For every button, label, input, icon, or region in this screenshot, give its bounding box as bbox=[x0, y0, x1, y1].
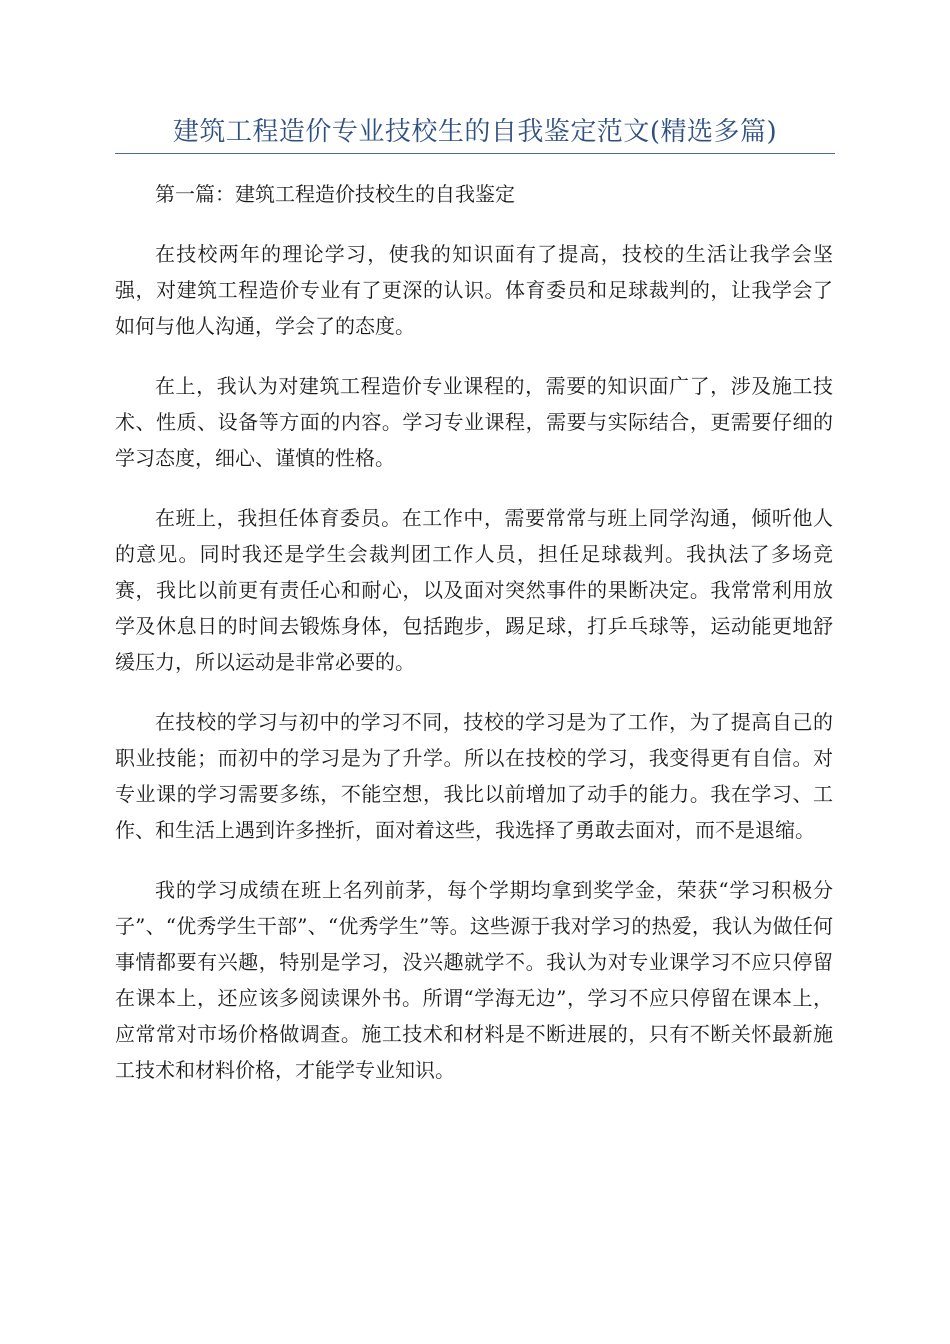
paragraph-3: 在班上，我担任体育委员。在工作中，需要常常与班上同学沟通，倾听他人的意见。同时我还是学生会裁判团工作人员，担任足球裁判。我执法了多场竞赛，我比以前更有责任心和耐心，以及面对突然事件的果断决定。我常常利用放学及休息日的时间去锻炼身体，包括跑步，踢足球，打乒乓球等，运动能更地舒缓压力，所以运动是非常必要的。 bbox=[115, 506, 833, 674]
document-body bbox=[115, 176, 833, 1112]
paragraph-2: 在上，我认为对建筑工程造价专业课程的，需要的知识面广了，涉及施工技术、性质、设备等方面的内容。学习专业课程，需要与实际结合，更需要仔细的学习态度，细心、谨慎的性格。 bbox=[115, 374, 833, 470]
section-heading: 第一篇：建筑工程造价技校生的自我鉴定 bbox=[155, 182, 515, 206]
paragraph-4: 在技校的学习与初中的学习不同，技校的学习是为了工作，为了提高自己的职业技能；而初中的学习是为了升学。所以在技校的学习，我变得更有自信。对专业课的学习需要多练，不能空想，我比以前增加了动手的能力。我在学习、工作、和生活上遇到许多挫折，面对着这些，我选择了勇敢去面对，而不是退缩。 bbox=[115, 710, 833, 842]
paragraph-5: 我的学习成绩在班上名列前茅，每个学期均拿到奖学金，荣获“学习积极分子”、“优秀学生干部”、“优秀学生”等。这些源于我对学习的热爱，我认为做任何事情都要有兴趣，特别是学习，没兴趣就学不。我认为对专业课学习不应只停留在课本上，还应该多阅读课外书。所谓“学海无边”，学习不应只停留在课本上，应常常对市场价格做调查。施工技术和材料是不断进展的，只有不断关怀最新施工技术和材料价格，才能学专业知识。 bbox=[115, 878, 833, 1082]
paragraph-1: 在技校两年的理论学习，使我的知识面有了提高，技校的生活让我学会坚强，对建筑工程造价专业有了更深的认识。体育委员和足球裁判的，让我学会了如何与他人沟通，学会了的态度。 bbox=[115, 242, 833, 338]
title-underline bbox=[115, 153, 835, 154]
document-title: 建筑工程造价专业技校生的自我鉴定范文(精选多篇) bbox=[172, 117, 778, 147]
